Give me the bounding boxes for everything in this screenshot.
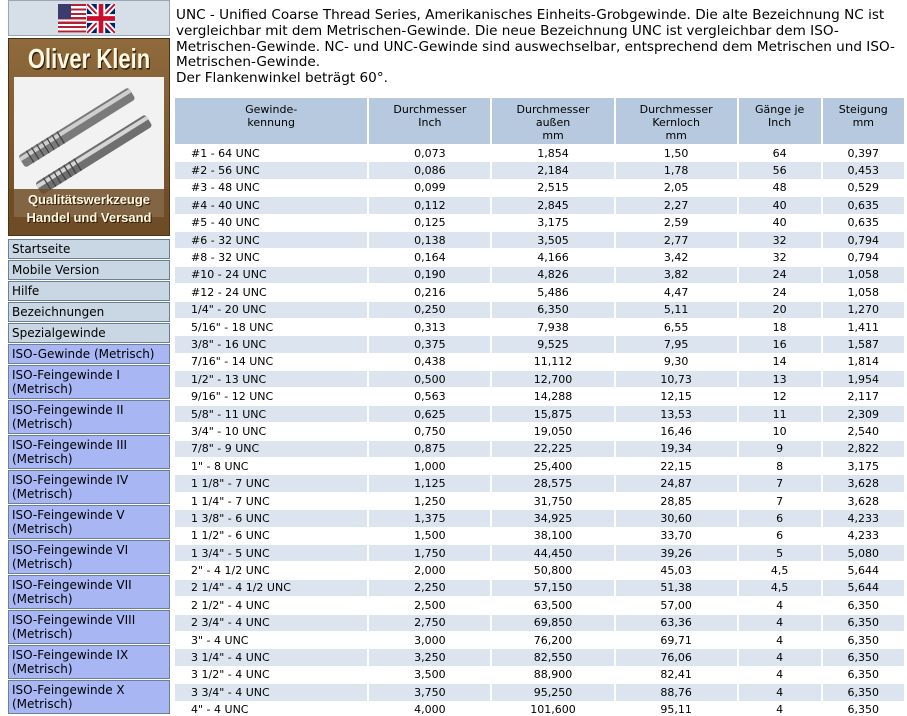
table-cell: 14 [739,354,821,370]
table-cell: #10 - 24 UNC [175,267,367,283]
table-cell: 3/4" - 10 UNC [175,423,367,439]
table-cell: 2,184 [492,162,613,178]
table-cell: 6,350 [823,649,904,665]
table-cell: 1,270 [823,302,904,318]
table-cell: #1 - 64 UNC [175,145,367,161]
nav-iso-feingewinde-5[interactable]: ISO-Feingewinde V (Metrisch) [8,505,170,539]
nav-spezialgewinde[interactable]: Spezialgewinde [8,323,170,343]
table-cell: 50,800 [492,562,613,578]
nav-iso-feingewinde-3[interactable]: ISO-Feingewinde III (Metrisch) [8,435,170,469]
table-cell: 44,450 [492,545,613,561]
table-row [175,354,904,370]
column-header-line: Kernloch [652,116,700,129]
table-row [175,371,904,387]
table-cell: 9,525 [492,336,613,352]
table-row [175,215,904,231]
table-cell: 2,250 [369,580,490,596]
sidebar [0,0,172,716]
table-cell: 6,350 [823,632,904,648]
table-cell: 39,26 [616,545,737,561]
table-cell: 6,350 [823,702,904,716]
table-cell: 0,500 [369,371,490,387]
table-cell: 32 [739,249,821,265]
table-cell: 0,563 [369,388,490,404]
table-cell: 3 3/4" - 4 UNC [175,684,367,700]
table-cell: 2" - 4 1/2 UNC [175,562,367,578]
table-cell: #5 - 40 UNC [175,215,367,231]
column-header-line: mm [542,129,564,142]
table-cell: #8 - 32 UNC [175,249,367,265]
table-cell: 1,250 [369,493,490,509]
table-cell: 2,59 [616,215,737,231]
column-header-line: Gewinde- [245,103,298,116]
table-cell: 95,11 [616,702,737,716]
table-row [175,319,904,335]
table-cell: 2,27 [616,197,737,213]
table-cell: 2,515 [492,180,613,196]
table-cell: #6 - 32 UNC [175,232,367,248]
table-row [175,388,904,404]
table-cell: 9 [739,441,821,457]
table-cell: 82,41 [616,667,737,683]
table-cell: 0,635 [823,215,904,231]
table-cell: 40 [739,197,821,213]
table-cell: 1,000 [369,458,490,474]
table-cell: 0,397 [823,145,904,161]
table-cell: 30,60 [616,510,737,526]
unc-thread-table [173,97,906,716]
table-cell: 11 [739,406,821,422]
table-cell: 31,750 [492,493,613,509]
table-cell: 15,875 [492,406,613,422]
table-cell: 20 [739,302,821,318]
table-cell: 24 [739,267,821,283]
table-row [175,284,904,300]
table-cell: 4 [739,597,821,613]
table-cell: 69,850 [492,615,613,631]
table-cell: 3,82 [616,267,737,283]
table-cell: 1 1/8" - 7 UNC [175,475,367,491]
column-header-line: mm [665,129,687,142]
nav-bezeichnungen[interactable]: Bezeichnungen [8,302,170,322]
column-header-line: außen [535,116,571,129]
table-cell: 1" - 8 UNC [175,458,367,474]
table-cell: 2,117 [823,388,904,404]
table-cell: 56 [739,162,821,178]
table-cell: #3 - 48 UNC [175,180,367,196]
table-cell: 4,5 [739,562,821,578]
table-cell: 0,138 [369,232,490,248]
table-cell: 0,086 [369,162,490,178]
table-header-row [175,98,904,144]
table-cell: 19,34 [616,441,737,457]
table-cell: 0,125 [369,215,490,231]
nav-iso-feingewinde-8[interactable]: ISO-Feingewinde VIII (Metrisch) [8,610,170,644]
table-cell: 0,875 [369,441,490,457]
table-cell: 3,500 [369,667,490,683]
table-cell: 3,175 [823,458,904,474]
table-cell: 3" - 4 UNC [175,632,367,648]
column-header-line: Steigung [838,103,888,116]
table-cell: 5,11 [616,302,737,318]
table-cell: 5/8" - 11 UNC [175,406,367,422]
table-cell: 2,05 [616,180,737,196]
table-cell: 7,938 [492,319,613,335]
table-row [175,580,904,596]
table-cell: 40 [739,215,821,231]
table-cell: 1 3/4" - 5 UNC [175,545,367,561]
table-row [175,197,904,213]
table-cell: 1,50 [616,145,737,161]
table-cell: 0,794 [823,249,904,265]
table-cell: 2,750 [369,615,490,631]
table-cell: 6,350 [492,302,613,318]
nav-iso-feingewinde-7[interactable]: ISO-Feingewinde VII (Metrisch) [8,575,170,609]
table-cell: 0,438 [369,354,490,370]
table-cell: 32 [739,232,821,248]
column-header [823,98,904,144]
table-cell: 1,411 [823,319,904,335]
table-cell: 12,700 [492,371,613,387]
table-cell: 88,76 [616,684,737,700]
table-row [175,510,904,526]
nav-iso-feingewinde-4[interactable]: ISO-Feingewinde IV (Metrisch) [8,470,170,504]
us-flag-canton [58,4,71,19]
table-cell: 0,164 [369,249,490,265]
table-cell: 4,233 [823,510,904,526]
table-cell: 1,814 [823,354,904,370]
table-cell: 51,38 [616,580,737,596]
nav-hilfe[interactable]: Hilfe [8,281,170,301]
table-row [175,180,904,196]
table-cell: 0,112 [369,197,490,213]
nav-iso-feingewinde-1[interactable]: ISO-Feingewinde I (Metrisch) [8,365,170,399]
table-cell: 34,925 [492,510,613,526]
table-cell: 1,058 [823,267,904,283]
table-cell: 1,500 [369,528,490,544]
table-cell: 0,190 [369,267,490,283]
nav-iso-feingewinde-10[interactable]: ISO-Feingewinde X (Metrisch) [8,680,170,714]
column-header [492,98,613,144]
column-header [369,98,490,144]
table-cell: 69,71 [616,632,737,648]
table-row [175,302,904,318]
table-cell: 95,250 [492,684,613,700]
table-cell: 76,200 [492,632,613,648]
table-cell: 16 [739,336,821,352]
table-row [175,649,904,665]
main-navigation [8,239,170,715]
table-row [175,632,904,648]
table-cell: 1 3/8" - 6 UNC [175,510,367,526]
table-cell: 12,15 [616,388,737,404]
table-cell: 76,06 [616,649,737,665]
nav-iso-gewinde[interactable]: ISO-Gewinde (Metrisch) [8,344,170,364]
table-cell: #12 - 24 UNC [175,284,367,300]
table-cell: 2 3/4" - 4 UNC [175,615,367,631]
logo-title: Oliver Klein [27,43,151,75]
table-cell: 22,225 [492,441,613,457]
table-cell: 2,77 [616,232,737,248]
table-cell: 13,53 [616,406,737,422]
table-cell: 4,826 [492,267,613,283]
table-cell: 10 [739,423,821,439]
table-cell: 3,000 [369,632,490,648]
table-cell: 7/16" - 14 UNC [175,354,367,370]
table-cell: 3 1/4" - 4 UNC [175,649,367,665]
table-cell: 25,400 [492,458,613,474]
table-cell: 4 [739,684,821,700]
table-cell: #2 - 56 UNC [175,162,367,178]
column-header [175,98,367,144]
table-cell: 0,794 [823,232,904,248]
table-row [175,493,904,509]
table-cell: 1 1/2" - 6 UNC [175,528,367,544]
table-cell: 1 1/4" - 7 UNC [175,493,367,509]
table-cell: 4,47 [616,284,737,300]
table-cell: 24,87 [616,475,737,491]
table-cell: 1,587 [823,336,904,352]
table-cell: 9,30 [616,354,737,370]
table-cell: 6,350 [823,667,904,683]
table-cell: 4 [739,649,821,665]
intro-text: UNC - Unified Coarse Thread Series, Amerikanisches Einheits-Grobgewinde. Die alte Bezeichnung NC ist vergleichbar mit dem Metrischen-Gewinde. Die neue Bezeichnung UNC ist vergleichbar dem ISO-Metrischen-Gewinde. NC- und UNC-Gewinde sind auswechselbar, entsprechend dem Metrischen und ISO-Metrischen-Gewinde. [176,7,895,71]
table-cell: 10,73 [616,371,737,387]
nav-mobile-version[interactable]: Mobile Version [8,260,170,280]
logo-subtitle-line1: Qualitätswerkzeuge [27,192,151,207]
table-cell: 57,00 [616,597,737,613]
table-cell: 0,216 [369,284,490,300]
table-cell: 24 [739,284,821,300]
table-cell: 63,36 [616,615,737,631]
table-cell: 3/8" - 16 UNC [175,336,367,352]
uk-flag-icon[interactable] [87,4,115,33]
column-header-line: Durchmesser [393,103,467,116]
table-cell: 7,95 [616,336,737,352]
column-header [616,98,737,144]
table-cell: 8 [739,458,821,474]
table-row [175,267,904,283]
table-cell: 2 1/2" - 4 UNC [175,597,367,613]
table-cell: 2 1/4" - 4 1/2 UNC [175,580,367,596]
table-cell: 6 [739,528,821,544]
table-cell: 38,100 [492,528,613,544]
table-cell: 0,453 [823,162,904,178]
table-cell: 2,500 [369,597,490,613]
table-row [175,232,904,248]
table-cell: 0,313 [369,319,490,335]
table-cell: 4" - 4 UNC [175,702,367,716]
table-cell: #4 - 40 UNC [175,197,367,213]
table-cell: 13 [739,371,821,387]
table-cell: 3,505 [492,232,613,248]
table-cell: 6,350 [823,597,904,613]
table-row [175,667,904,683]
table-cell: 0,750 [369,423,490,439]
table-row [175,441,904,457]
table-cell: 4 [739,667,821,683]
table-cell: 33,70 [616,528,737,544]
table-cell: 63,500 [492,597,613,613]
table-cell: 0,635 [823,197,904,213]
table-cell: 1,058 [823,284,904,300]
table-cell: 3,175 [492,215,613,231]
table-cell: 3,628 [823,475,904,491]
table-cell: 7 [739,475,821,491]
table-cell: 5/16" - 18 UNC [175,319,367,335]
column-header [739,98,821,144]
nav-iso-feingewinde-6[interactable]: ISO-Feingewinde VI (Metrisch) [8,540,170,574]
table-cell: 9/16" - 12 UNC [175,388,367,404]
table-cell: 6 [739,510,821,526]
column-header-line: mm [852,116,874,129]
table-cell: 0,529 [823,180,904,196]
table-cell: 1,750 [369,545,490,561]
table-cell: 6,350 [823,615,904,631]
table-cell: 1,125 [369,475,490,491]
table-cell: 4 [739,702,821,716]
table-row [175,702,904,716]
us-flag-icon[interactable] [58,4,86,33]
table-cell: 18 [739,319,821,335]
nav-iso-feingewinde-2[interactable]: ISO-Feingewinde II (Metrisch) [8,400,170,434]
table-row [175,162,904,178]
table-cell: 2,822 [823,441,904,457]
table-cell: 28,575 [492,475,613,491]
table-cell: 101,600 [492,702,613,716]
language-switcher [8,0,170,36]
nav-startseite[interactable]: Startseite [8,239,170,259]
table-row [175,249,904,265]
table-cell: 48 [739,180,821,196]
table-cell: 0,250 [369,302,490,318]
column-header-line: Durchmesser [639,103,713,116]
table-cell: 2,845 [492,197,613,213]
table-cell: 16,46 [616,423,737,439]
table-cell: 57,150 [492,580,613,596]
table-cell: 7/8" - 9 UNC [175,441,367,457]
table-row [175,145,904,161]
table-row [175,406,904,422]
table-cell: 19,050 [492,423,613,439]
table-row [175,423,904,439]
nav-iso-feingewinde-9[interactable]: ISO-Feingewinde IX (Metrisch) [8,645,170,679]
table-row [175,528,904,544]
table-cell: 28,85 [616,493,737,509]
table-cell: 64 [739,145,821,161]
column-header-line: Inch [418,116,442,129]
table-body [175,145,904,716]
table-cell: 0,099 [369,180,490,196]
table-cell: 1/2" - 13 UNC [175,371,367,387]
table-cell: 2,540 [823,423,904,439]
table-cell: 12 [739,388,821,404]
table-cell: 3,750 [369,684,490,700]
table-row [175,562,904,578]
column-header-line: Durchmesser [516,103,590,116]
table-cell: 1,954 [823,371,904,387]
table-cell: 82,550 [492,649,613,665]
logo-subtitle-line2: Handel und Versand [26,210,152,225]
table-cell: 6,350 [823,684,904,700]
table-cell: 1/4" - 20 UNC [175,302,367,318]
table-cell: 4 [739,632,821,648]
table-cell: 3,42 [616,249,737,265]
table-cell: 11,112 [492,354,613,370]
table-cell: 5,644 [823,562,904,578]
main-content [176,8,905,87]
table-row [175,597,904,613]
table-cell: 22,15 [616,458,737,474]
table-cell: 2,000 [369,562,490,578]
table-row [175,545,904,561]
table-cell: 5,486 [492,284,613,300]
table-row [175,475,904,491]
table-row [175,336,904,352]
table-cell: 45,03 [616,562,737,578]
table-cell: 7 [739,493,821,509]
table-cell: 14,288 [492,388,613,404]
table-cell: 4 [739,615,821,631]
table-cell: 1,78 [616,162,737,178]
flank-angle-text: Der Flankenwinkel beträgt 60°. [176,70,388,87]
logo-subtitle [9,189,169,235]
table-cell: 5 [739,545,821,561]
table-cell: 0,625 [369,406,490,422]
table-cell: 88,900 [492,667,613,683]
table-row [175,458,904,474]
table-row [175,615,904,631]
table-cell: 3,250 [369,649,490,665]
table-cell: 5,644 [823,580,904,596]
table-cell: 5,080 [823,545,904,561]
table-cell: 0,375 [369,336,490,352]
table-cell: 2,309 [823,406,904,422]
table-cell: 0,073 [369,145,490,161]
company-logo[interactable] [8,38,170,236]
table-cell: 3,628 [823,493,904,509]
column-header-line: Gänge je [754,103,805,116]
table-cell: 4,5 [739,580,821,596]
table-cell: 1,375 [369,510,490,526]
column-header-line: Inch [768,116,792,129]
table-cell: 3 1/2" - 4 UNC [175,667,367,683]
table-cell: 1,854 [492,145,613,161]
column-header-line: kennung [247,116,295,129]
table-cell: 4,000 [369,702,490,716]
table-cell: 4,233 [823,528,904,544]
table-cell: 4,166 [492,249,613,265]
table-row [175,684,904,700]
table-cell: 6,55 [616,319,737,335]
